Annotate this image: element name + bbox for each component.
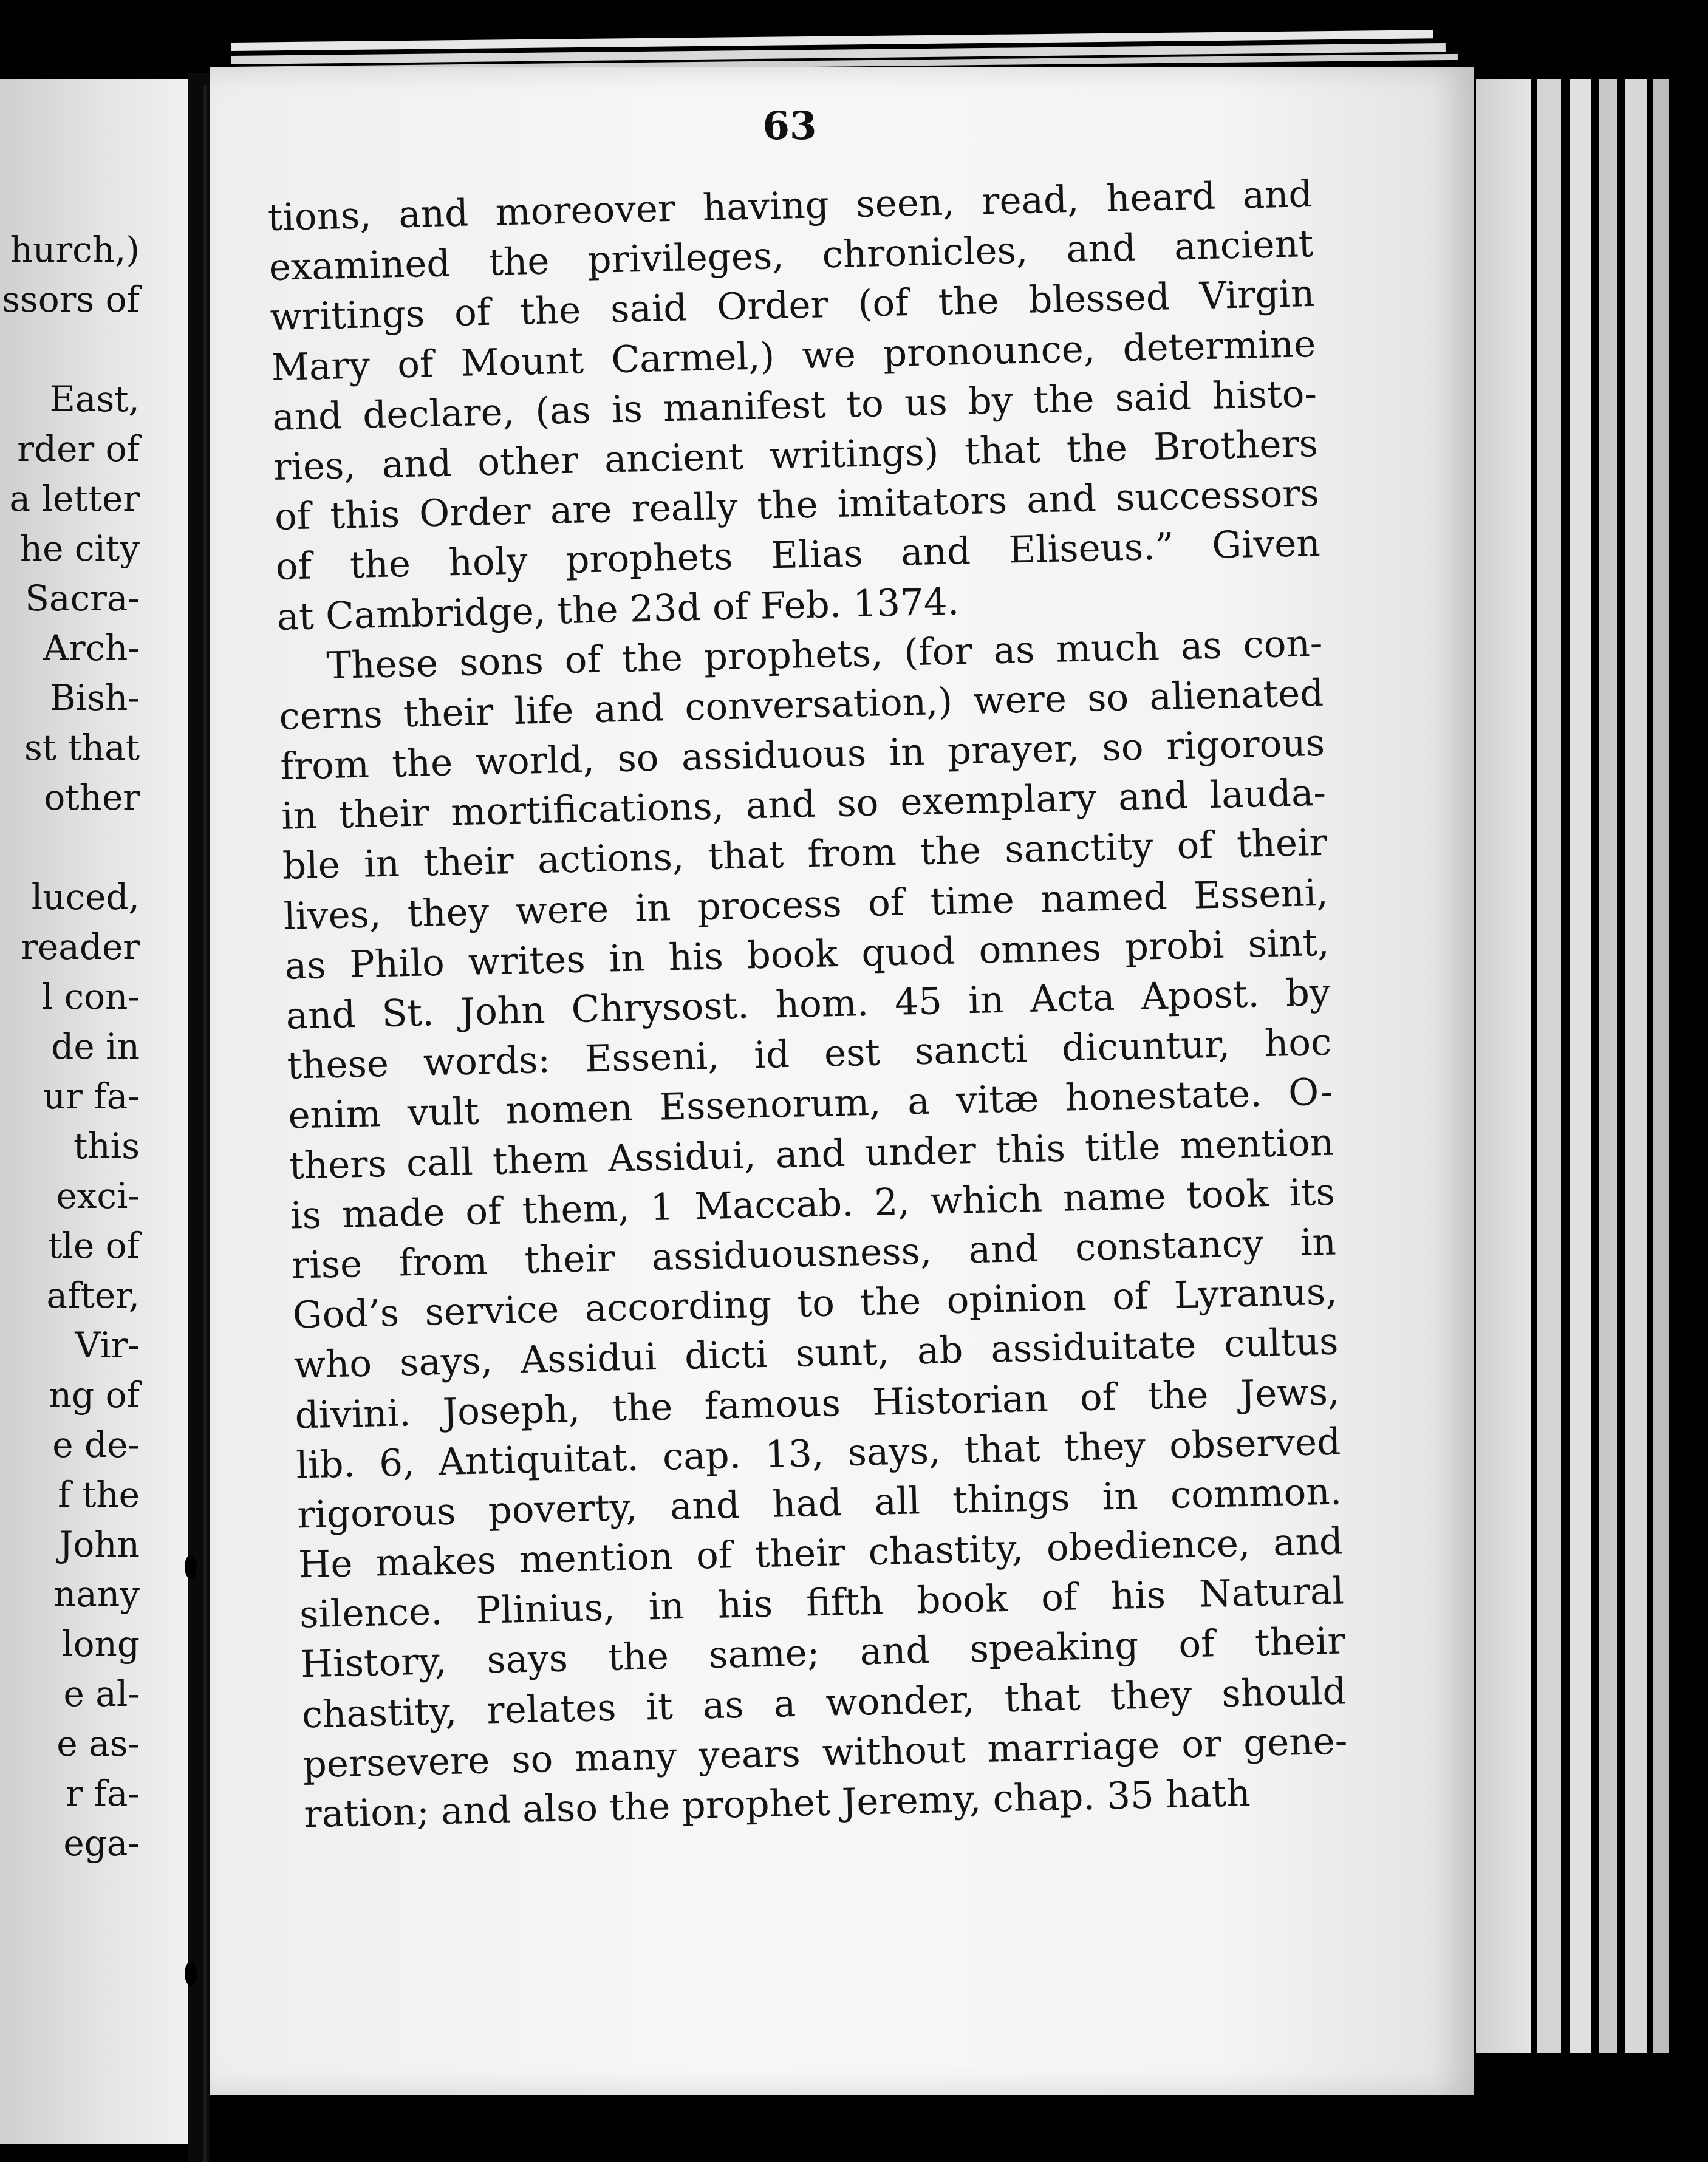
text-line: enim vult nomen Essenorum, a vitæ honestate. O- (287, 1070, 1333, 1137)
fore-edge (1476, 79, 1531, 2053)
page-body-text (267, 169, 1349, 1840)
gutter-rule (203, 85, 207, 2162)
left-text-line: Bish- (50, 677, 140, 718)
text-line: ries, and other ancient writings) that the Brothers (273, 421, 1319, 489)
text-line: thers call them Assidui, and under this title mention (289, 1120, 1334, 1188)
text-line: of the holy prophets Elias and Eliseus.” Given (275, 522, 1321, 589)
text-line: He makes mention of their chastity, obedience, and (298, 1519, 1344, 1587)
text-line: examined the privileges, chronicles, and ancient (268, 222, 1314, 290)
left-text-line: f the (58, 1474, 140, 1515)
text-line: lives, they were in process of time named Esseni, (283, 871, 1329, 938)
left-text-line: John (59, 1524, 140, 1565)
text-line: rigorous poverty, and had all things in common. (296, 1470, 1342, 1537)
left-text-line: st that (24, 727, 140, 768)
text-line: chastity, relates it as a wonder, that they should (301, 1669, 1347, 1736)
text-line: God’s service according to the opinion of Lyranus, (292, 1270, 1338, 1337)
left-text-line: Vir- (75, 1325, 140, 1366)
text-line: and declare, (as is manifest to us by the said histo- (272, 372, 1317, 439)
left-text-line: a letter (9, 478, 140, 519)
text-line: as Philo writes in his book quod omnes probi sint, (284, 921, 1330, 988)
left-text-line (0, 324, 182, 374)
book-gutter (188, 73, 210, 2162)
left-text-line: Sacra- (25, 578, 140, 619)
text-line: and St. John Chrysost. hom. 45 in Acta Apost. by (285, 970, 1331, 1038)
left-text-line: ng of (49, 1374, 140, 1416)
left-facing-page (0, 79, 188, 2144)
left-page-text (0, 225, 182, 1868)
text-line: divini. Joseph, the famous Historian of the Jews, (294, 1369, 1341, 1437)
left-text-line: l con- (41, 976, 140, 1017)
text-line: rise from their assiduousness, and constancy in (291, 1220, 1337, 1287)
left-text-line: de in (51, 1026, 140, 1067)
left-text-line: East, (49, 378, 140, 420)
text-line: from the world, so assiduous in prayer, so rigorous (279, 721, 1325, 788)
left-text-line: nany (53, 1574, 140, 1615)
fore-edge (1570, 79, 1591, 2053)
left-text-line: rder of (17, 428, 140, 469)
text-line: cerns their life and conversation,) were so alienated (278, 671, 1324, 738)
left-text-line: exci- (56, 1175, 140, 1216)
left-text-line: ega- (63, 1823, 140, 1864)
text-line: is made of them, 1 Maccab. 2, which name took its (290, 1170, 1336, 1238)
text-line: ble in their actions, that from the sanctity of their (282, 821, 1328, 888)
left-text-line: r fa- (66, 1773, 140, 1814)
left-text-line: reader (21, 926, 140, 967)
text-line: Mary of Mount Carmel,) we pronounce, determine (270, 322, 1316, 389)
fore-edge (1537, 79, 1561, 2053)
left-text-line: e as- (56, 1723, 140, 1764)
left-text-line: hurch,) (10, 229, 140, 270)
text-line: lib. 6, Antiquitat. cap. 13, says, that they observed (295, 1420, 1341, 1487)
binding-thread (185, 1962, 197, 1986)
left-text-line (0, 822, 182, 872)
left-text-line: ur fa- (43, 1076, 140, 1117)
left-text-line: this (73, 1125, 140, 1167)
text-line: History, says the same; and speaking of their (300, 1619, 1346, 1686)
fore-edge (1599, 79, 1617, 2053)
fore-edge (1653, 79, 1669, 2053)
left-text-line: tle of (47, 1225, 140, 1266)
page-number: 63 (762, 103, 817, 149)
left-text-line: luced, (31, 876, 140, 918)
text-line: of this Order are really the imitators and successors (274, 471, 1320, 539)
left-text-line: e al- (63, 1673, 140, 1714)
left-text-line: ssors of (2, 279, 140, 320)
binding-thread (185, 1555, 197, 1579)
fore-edge (1625, 79, 1647, 2053)
left-text-line: other (44, 777, 140, 818)
text-line: who says, Assidui dicti sunt, ab assiduitate cultus (293, 1320, 1339, 1387)
text-line: at Cambridge, the 23d of Feb. 1374. (276, 579, 960, 639)
text-line: writings of the said Order (of the blessed Virgin (269, 272, 1316, 339)
left-text-line: Arch- (43, 627, 140, 669)
text-line: These sons of the prophets, (for as much as con- (326, 621, 1324, 687)
text-line: persevere so many years without marriage or gene- (302, 1719, 1348, 1787)
text-line: silence. Plinius, in his fifth book of his Natural (299, 1569, 1345, 1637)
text-line: these words: Esseni, id est sancti dicuntur, hoc (286, 1020, 1332, 1088)
left-text-line: after, (46, 1275, 140, 1316)
text-line: tions, and moreover having seen, read, heard and (267, 172, 1313, 239)
left-text-line: e de- (52, 1424, 140, 1465)
text-line: ration; and also the prophet Jeremy, chap. 35 hath (303, 1771, 1251, 1836)
left-text-line: he city (19, 528, 140, 569)
left-text-line: long (62, 1623, 140, 1665)
text-line: in their mortifications, and so exemplary and lauda- (281, 771, 1327, 838)
